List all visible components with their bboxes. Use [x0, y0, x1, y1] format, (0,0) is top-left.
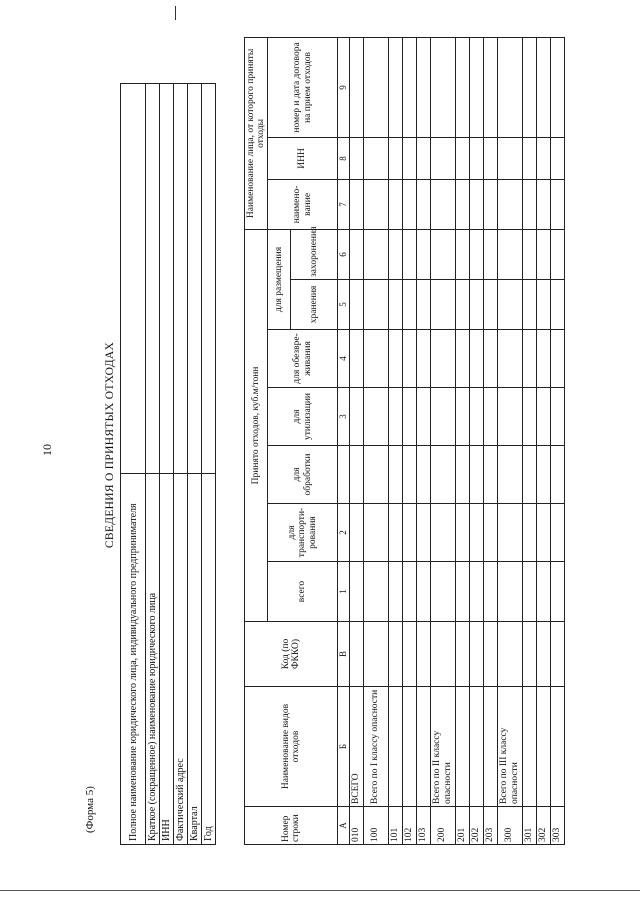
table-row	[469, 37, 483, 844]
column-index: 6	[338, 229, 350, 279]
column-index: 9	[338, 37, 350, 137]
row-waste-name	[483, 687, 497, 807]
header-burial: захоронения	[291, 229, 338, 279]
row-waste-name	[550, 687, 564, 807]
column-index: 3	[338, 388, 350, 446]
row-number: 301	[522, 807, 536, 845]
column-index: 1	[338, 562, 350, 622]
header-waste-name: Наименование видов отходов	[245, 687, 338, 807]
row-waste-name	[469, 687, 483, 807]
header-transport: для транспорти-рования	[268, 504, 338, 562]
table-row	[363, 37, 388, 844]
row-waste-name	[402, 687, 416, 807]
row-waste-name: ВСЕГО	[349, 687, 363, 807]
column-index: А	[338, 807, 350, 845]
header-placement: для размещения	[268, 229, 291, 329]
organization-info-table	[120, 83, 216, 845]
column-index: 2	[338, 504, 350, 562]
header-source-entity: Наименование лица, от которого приняты отходы	[245, 37, 268, 229]
accepted-waste-table	[244, 37, 565, 845]
info-value-cell	[146, 84, 160, 474]
column-index-empty	[338, 446, 350, 504]
header-source-contract: номер и дата договора на прием отходов	[268, 37, 338, 137]
row-number: 100	[363, 807, 388, 845]
column-index: 5	[338, 280, 350, 330]
header-source-inn: ИНН	[268, 137, 338, 179]
info-label: Год	[202, 474, 216, 845]
form-label: (Форма 5)	[84, 786, 96, 833]
row-waste-name: Всего по I классу опасности	[363, 687, 388, 807]
table-row	[416, 37, 430, 844]
header-fkko-code: Код (по ФККО)	[245, 622, 338, 687]
row-waste-name: Всего по III классу опасности	[497, 687, 522, 807]
table-row	[402, 37, 416, 844]
table-row	[497, 37, 522, 844]
row-waste-name	[522, 687, 536, 807]
column-index: 8	[338, 137, 350, 179]
column-index: Б	[338, 687, 350, 807]
row-waste-name	[416, 687, 430, 807]
column-index: 4	[338, 330, 350, 388]
info-value-cell	[174, 84, 188, 474]
info-value-cell	[202, 84, 216, 474]
row-waste-name	[388, 687, 402, 807]
info-label: Краткое (сокращенное) наименование юридического лица	[146, 474, 160, 845]
info-label: Полное наименование юридического лица, индивидуального предпринимателя	[121, 474, 146, 845]
row-number: 302	[536, 807, 550, 845]
table-row	[522, 37, 536, 844]
info-value-cell	[121, 84, 146, 474]
info-value-cell	[188, 84, 202, 474]
info-label: ИНН	[160, 474, 174, 845]
info-row	[146, 84, 160, 845]
column-index: В	[338, 622, 350, 687]
row-number: 203	[483, 807, 497, 845]
table-row	[430, 37, 455, 844]
info-row	[202, 84, 216, 845]
header-source-name: наимено-вание	[268, 179, 338, 229]
table-row	[388, 37, 402, 844]
table-row	[483, 37, 497, 844]
table-row	[550, 37, 564, 844]
header-utilization: для утилизации	[268, 388, 338, 446]
row-number: 202	[469, 807, 483, 845]
row-number: 303	[550, 807, 564, 845]
row-waste-name	[455, 687, 469, 807]
row-number: 200	[430, 807, 455, 845]
row-waste-name	[536, 687, 550, 807]
info-row	[160, 84, 174, 845]
header-neutralization: для обезвре-живания	[268, 330, 338, 388]
info-value-cell	[160, 84, 174, 474]
header-row-number: Номер строки	[245, 807, 338, 845]
row-number: 010	[349, 807, 363, 845]
row-waste-name: Всего по II классу опасности	[430, 687, 455, 807]
header-accepted-waste: Принято отходов, куб.м/тонн	[245, 229, 268, 621]
info-label: Квартал	[188, 474, 202, 845]
header-processing: для обработки	[268, 446, 338, 504]
info-label: Фактический адрес	[174, 474, 188, 845]
header-storage: хранения	[291, 280, 338, 330]
info-row	[174, 84, 188, 845]
info-row	[121, 84, 146, 845]
column-index: 7	[338, 179, 350, 229]
document-title: СВЕДЕНИЯ О ПРИНЯТЫХ ОТХОДАХ	[104, 341, 116, 549]
table-row	[536, 37, 550, 844]
column-index-row	[338, 37, 350, 844]
table-row	[455, 37, 469, 844]
page-number: 10	[40, 444, 54, 456]
row-number: 103	[416, 807, 430, 845]
table-row	[349, 37, 363, 844]
row-number: 101	[388, 807, 402, 845]
header-total: всего	[268, 562, 338, 622]
row-number: 201	[455, 807, 469, 845]
info-row	[188, 84, 202, 845]
row-number: 102	[402, 807, 416, 845]
row-number: 300	[497, 807, 522, 845]
